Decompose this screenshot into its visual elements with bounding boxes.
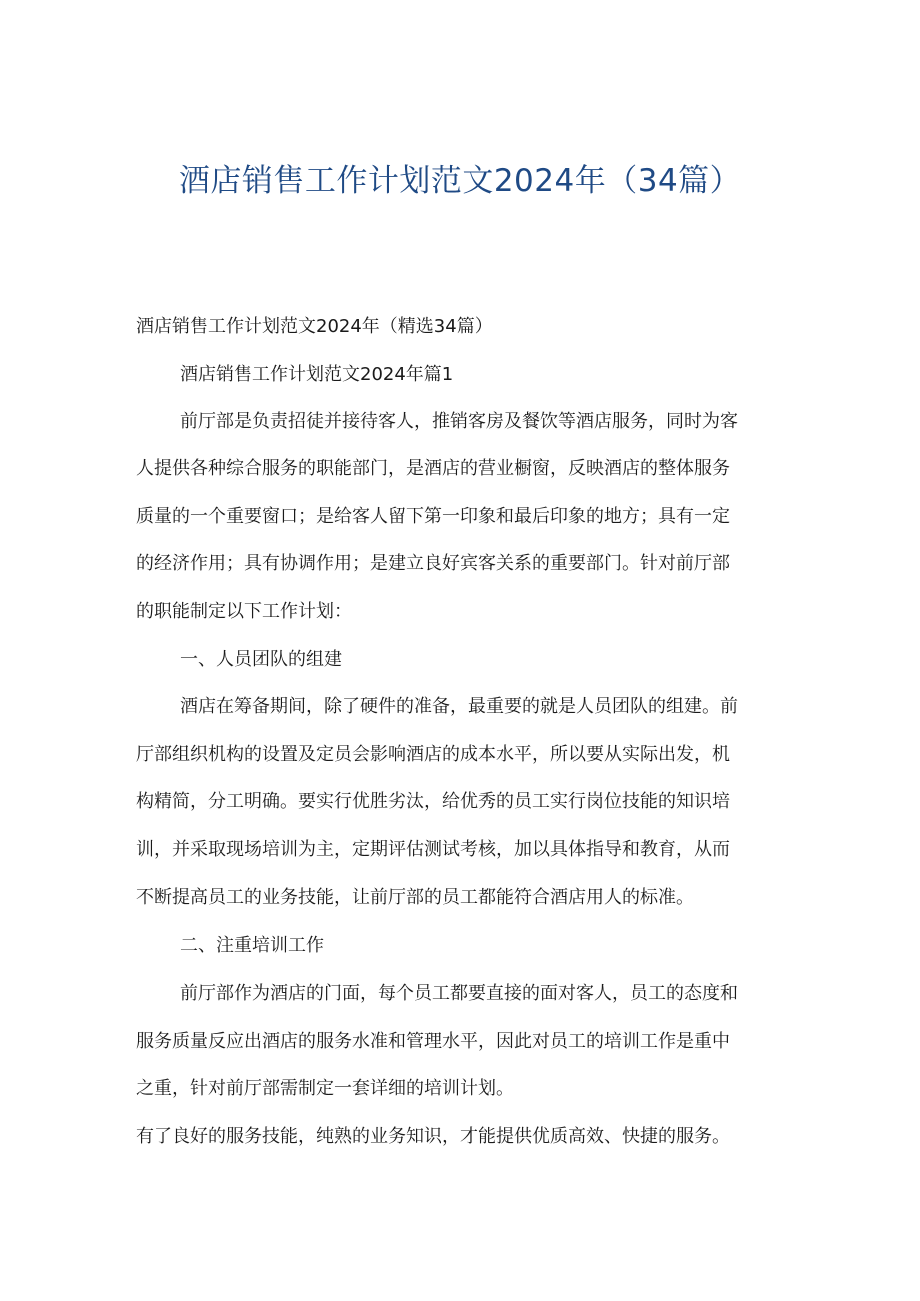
document-title: 酒店销售工作计划范文2024年（34篇） xyxy=(178,163,742,199)
paragraph-line: 训，并采取现场培训为主，定期评估测试考核，加以具体指导和教育，从而 xyxy=(136,839,730,860)
paragraph-line: 酒店在筹备期间，除了硬件的准备，最重要的就是人员团队的组建。前 xyxy=(180,696,738,717)
section-heading: 一、人员团队的组建 xyxy=(180,649,342,670)
paragraph-line: 服务质量反应出酒店的服务水准和管理水平，因此对员工的培训工作是重中 xyxy=(136,1031,730,1052)
paragraph-line: 不断提高员工的业务技能，让前厅部的员工都能符合酒店用人的标准。 xyxy=(136,887,694,908)
section-heading: 二、注重培训工作 xyxy=(180,935,324,956)
paragraph-line: 有了良好的服务技能，纯熟的业务知识，才能提供优质高效、快捷的服务。 xyxy=(136,1126,730,1147)
paragraph-line: 质量的一个重要窗口；是给客人留下第一印象和最后印象的地方；具有一定 xyxy=(136,506,730,527)
paragraph-line: 的经济作用；具有协调作用；是建立良好宾客关系的重要部门。针对前厅部 xyxy=(136,553,730,574)
subtitle-line: 酒店销售工作计划范文2024年（精选34篇） xyxy=(136,316,493,337)
paragraph-line: 之重，针对前厅部需制定一套详细的培训计划。 xyxy=(136,1078,514,1099)
paragraph-line: 前厅部作为酒店的门面，每个员工都要直接的面对客人，员工的态度和 xyxy=(180,983,738,1004)
paragraph-line: 人提供各种综合服务的职能部门，是酒店的营业橱窗，反映酒店的整体服务 xyxy=(136,458,730,479)
paragraph-line: 的职能制定以下工作计划： xyxy=(136,601,352,622)
paragraph-line: 构精简，分工明确。要实行优胜劣汰，给优秀的员工实行岗位技能的知识培 xyxy=(136,791,730,812)
section-heading: 酒店销售工作计划范文2024年篇1 xyxy=(180,364,454,385)
paragraph-line: 前厅部是负责招徒并接待客人，推销客房及餐饮等酒店服务，同时为客 xyxy=(180,411,738,432)
paragraph-line: 厅部组织机构的设置及定员会影响酒店的成本水平，所以要从实际出发，机 xyxy=(136,744,730,765)
